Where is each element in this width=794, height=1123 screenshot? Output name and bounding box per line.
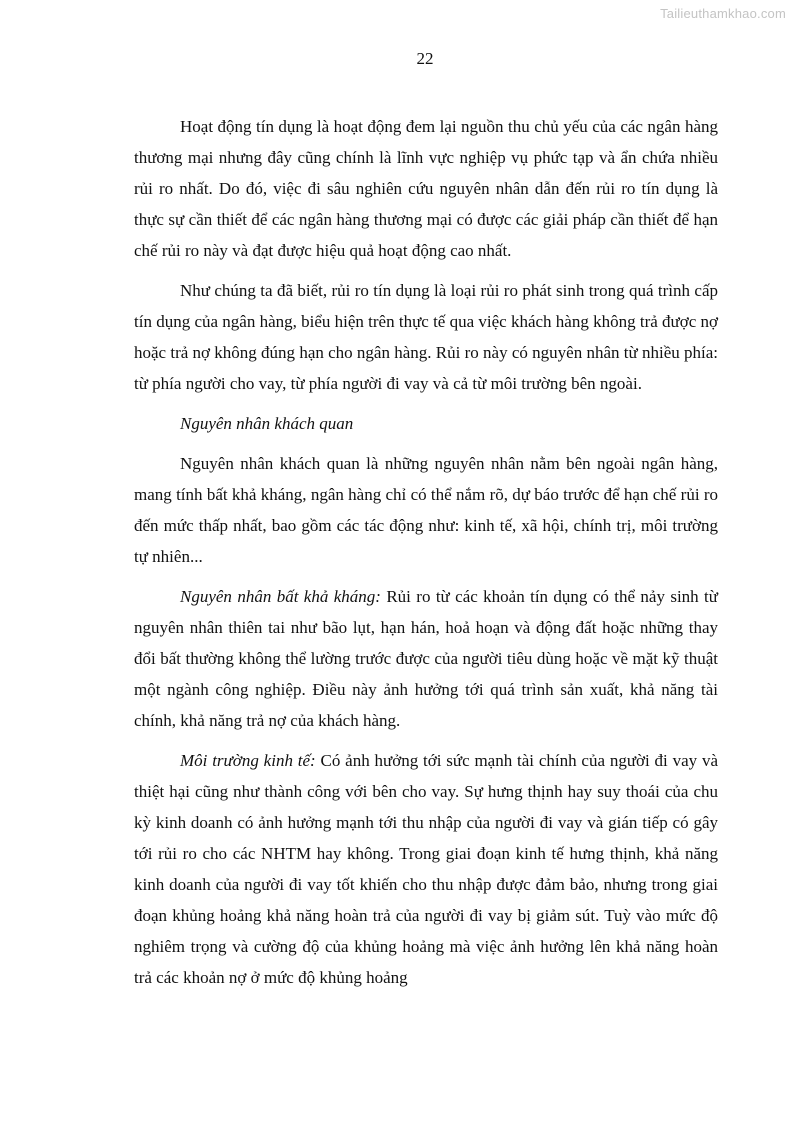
paragraph-lead-force-majeure: Nguyên nhân bất khả kháng: [180, 587, 381, 606]
paragraph-economic-environment [134, 745, 718, 993]
paragraph-intro: Hoạt động tín dụng là hoạt động đem lại nguồn thu chủ yếu của các ngân hàng thương mại nhưng đây cũng chính là lĩnh vực nghiệp vụ phức tạp và ẩn chứa nhiều rủi ro nhất. Do đó, việc đi sâu nghiên cứu nguyên nhân dẫn đến rủi ro tín dụng là thực sự cần thiết để các ngân hàng thương mại có được các giải pháp cần thiết để hạn chế rủi ro này và đạt được hiệu quả hoạt động cao nhất. [134, 117, 718, 260]
section-heading: Nguyên nhân khách quan [180, 414, 354, 433]
document-body [134, 111, 718, 1002]
watermark-text: Tailieuthamkhao.com [660, 6, 786, 21]
paragraph-lead-economic-environment: Môi trường kinh tế: [180, 751, 316, 770]
page-number: 22 [416, 49, 434, 68]
paragraph-body-force-majeure: Rủi ro từ các khoản tín dụng có thể nảy sinh từ nguyên nhân thiên tai như bão lụt, hạn hán, hoả hoạn và động đất hoặc những thay đổi bất thường không thể lường trước được của người tiêu dùng hoặc về mặt kỹ thuật một ngành công nghiệp. Điều này ảnh hưởng tới quá trình sản xuất, khả năng tài chính, khả năng trả nợ của khách hàng. [134, 587, 718, 730]
paragraph-objective-causes: Nguyên nhân khách quan là những nguyên nhân nằm bên ngoài ngân hàng, mang tính bất khả kháng, ngân hàng chỉ có thể nắm rõ, dự báo trước để hạn chế rủi ro đến mức thấp nhất, bao gồm các tác động như: kinh tế, xã hội, chính trị, môi trường tự nhiên... [134, 454, 718, 566]
paragraph-body-economic-environment: Có ảnh hưởng tới sức mạnh tài chính của người đi vay và thiệt hại cũng như thành công với bên cho vay. Sự hưng thịnh hay suy thoái của chu kỳ kinh doanh có ảnh hưởng mạnh tới thu nhập của người đi vay và gián tiếp có gây tới rủi ro cho các NHTM hay không. Trong giai đoạn kinh tế hưng thịnh, khả năng kinh doanh của người đi vay tốt khiến cho thu nhập được đảm bảo, nhưng trong giai đoạn khủng hoảng khả năng hoàn trả của người đi vay bị giảm sút. Tuỳ vào mức độ nghiêm trọng và cường độ của khủng hoảng mà việc ảnh hưởng lên khả năng hoàn trả các khoản nợ ở mức độ khủng hoảng [134, 751, 718, 987]
paragraph-force-majeure [134, 581, 718, 736]
paragraph-definition: Như chúng ta đã biết, rủi ro tín dụng là loại rủi ro phát sinh trong quá trình cấp tín dụng của ngân hàng, biểu hiện trên thực tế qua việc khách hàng không trả được nợ hoặc trả nợ không đúng hạn cho ngân hàng. Rủi ro này có nguyên nhân từ nhiều phía: từ phía người cho vay, từ phía người đi vay và cả từ môi trường bên ngoài. [134, 281, 719, 393]
